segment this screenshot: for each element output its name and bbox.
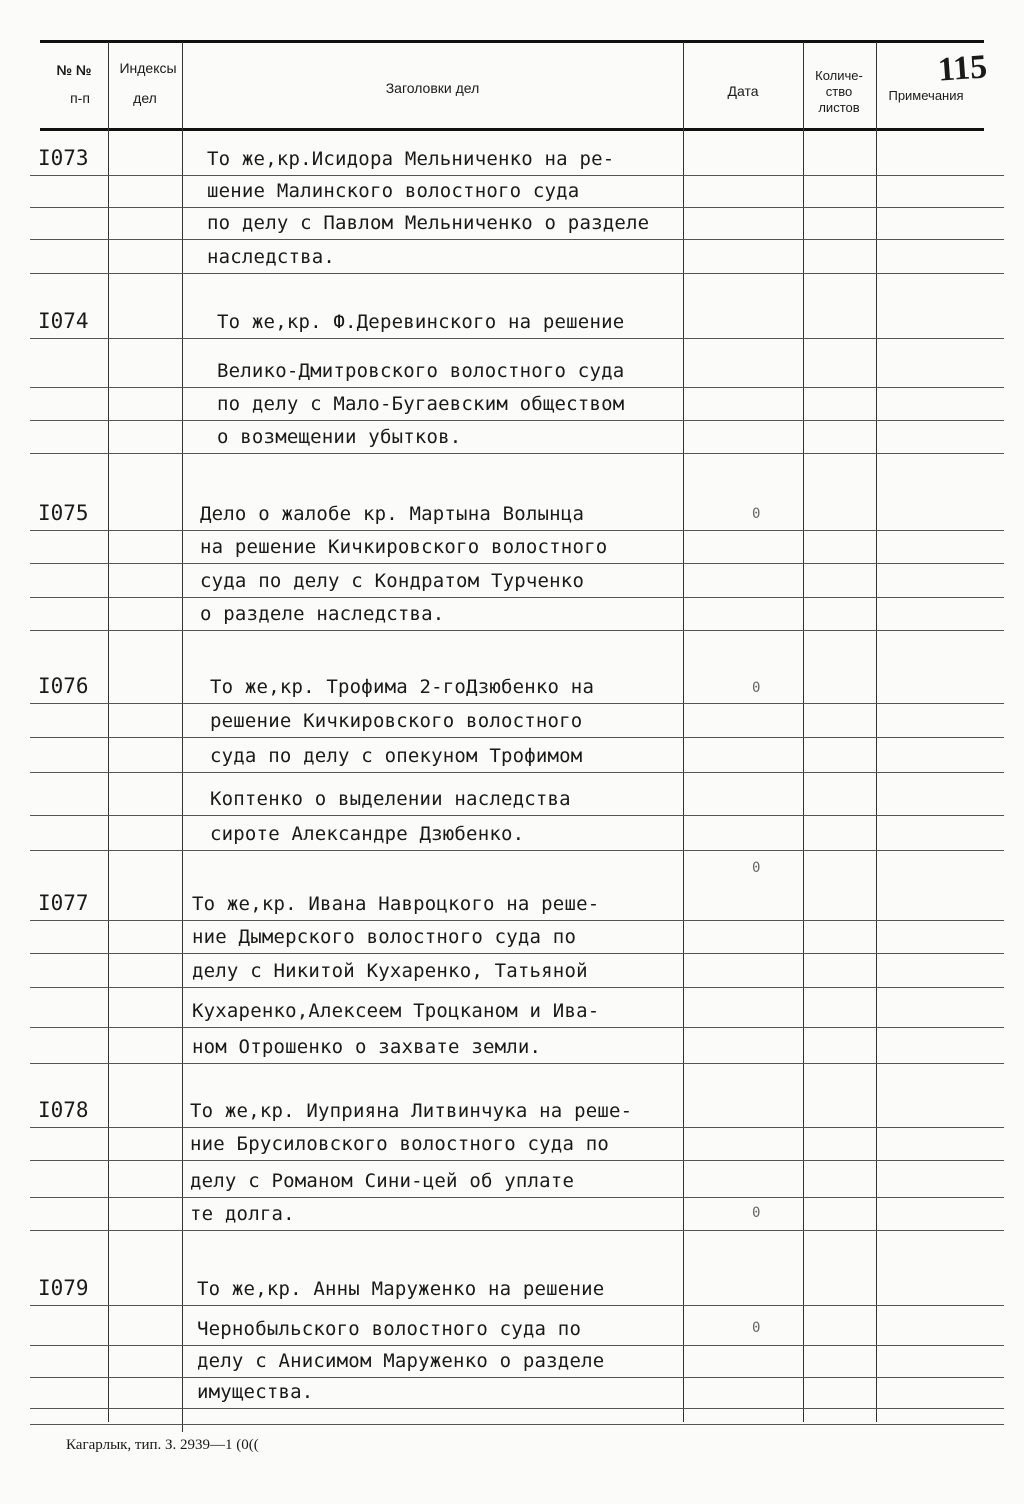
entry-title-line: делу с Романом Сини-цей об уплате	[190, 1170, 575, 1192]
entry-title-line: сироте Александре Дзюбенко.	[210, 823, 525, 845]
ruled-line	[30, 207, 1004, 208]
ruled-line	[30, 1230, 1004, 1231]
entry-title-line: ние Дымерского волостного суда по	[192, 926, 577, 948]
entry-title-line: Чернобыльского волостного суда по	[197, 1318, 582, 1340]
ruled-line	[30, 850, 1004, 851]
column-divider	[108, 42, 109, 1422]
date-mark: 0	[752, 1205, 761, 1221]
entry-title-line: по делу с Мало-Бугаевским обществом	[217, 393, 625, 415]
ruled-line	[30, 772, 1004, 773]
ruled-line	[30, 1424, 1004, 1425]
entry-title-line: шение Малинского волостного суда	[207, 180, 580, 202]
entry-number: I075	[38, 501, 89, 525]
entry-title-line: делу с Никитой Кухаренко, Татьяной	[192, 960, 588, 982]
entry-title-line: по делу с Павлом Мельниченко о разделе	[207, 212, 650, 234]
ruled-line	[30, 387, 1004, 388]
header-number-sub: п-п	[70, 90, 90, 106]
ruled-line	[30, 563, 1004, 564]
entry-title-line: Кухаренко,Алексеем Троцканом и Ива-	[192, 1000, 600, 1022]
entry-title-line: ном Отрошенко о захвате земли.	[192, 1036, 542, 1058]
entry-title-line: То же,кр.Исидора Мельниченко на ре-	[207, 148, 615, 170]
date-mark: 0	[752, 506, 761, 522]
ruled-line	[30, 920, 1004, 921]
date-mark: 0	[752, 680, 761, 696]
ruled-line	[30, 987, 1004, 988]
header-sheets: Количе-ство листов	[815, 68, 863, 115]
ruled-line	[30, 1027, 1004, 1028]
date-mark: 0	[752, 1320, 761, 1336]
entry-title-line: суда по делу с Кондратом Турченко	[200, 570, 585, 592]
handwritten-page-number: 115	[936, 48, 989, 89]
entry-title-line: Велико-Дмитровского волостного суда	[217, 360, 625, 382]
entry-title-line: имущества.	[197, 1381, 314, 1403]
entry-title-line: Коптенко о выделении наследства	[210, 788, 571, 810]
ruled-line	[30, 1127, 1004, 1128]
entry-title-line: То же,кр. Трофима 2-гоДзюбенко на	[210, 676, 595, 698]
entry-number: I074	[38, 309, 89, 333]
entry-number: I079	[38, 1276, 89, 1300]
date-mark: 0	[752, 860, 761, 876]
ruled-line	[30, 273, 1004, 274]
entry-title-line: суда по делу с опекуном Трофимом	[210, 745, 583, 767]
header-title: Заголовки дел	[385, 80, 480, 96]
entry-title-line: делу с Анисимом Маруженко о разделе	[197, 1350, 605, 1372]
entry-title-line: решение Кичкировского волостного	[210, 710, 583, 732]
entry-title-line: ние Брусиловского волостного суда по	[190, 1133, 610, 1155]
header-index: Индексы	[119, 60, 177, 76]
header-number: № №	[56, 62, 92, 78]
column-divider	[683, 42, 684, 1422]
ruled-line	[30, 737, 1004, 738]
entry-title-line: о возмещении убытков.	[217, 426, 462, 448]
column-divider	[803, 42, 804, 1422]
ruled-line	[30, 1305, 1004, 1306]
entry-title-line: наследства.	[207, 246, 336, 268]
entry-number: I073	[38, 146, 89, 170]
ruled-line	[30, 239, 1004, 240]
ruled-line	[30, 420, 1004, 421]
header-date: Дата	[727, 83, 759, 99]
ruled-line	[30, 815, 1004, 816]
ruled-line	[30, 1160, 1004, 1161]
ruled-line	[30, 1345, 1004, 1346]
column-divider	[876, 42, 877, 1422]
ruled-line	[30, 530, 1004, 531]
entry-title-line: То же,кр. Иуприяна Литвинчука на реше-	[190, 1100, 633, 1122]
ruled-line	[30, 338, 1004, 339]
ruled-line	[30, 703, 1004, 704]
entry-title-line: те долга.	[190, 1203, 295, 1225]
entry-number: I077	[38, 891, 89, 915]
ruled-line	[30, 1197, 1004, 1198]
ruled-line	[30, 597, 1004, 598]
entry-title-line: То же,кр. Ивана Навроцкого на реше-	[192, 893, 600, 915]
header-index-sub: дел	[133, 90, 157, 106]
entry-title-line: Дело о жалобе кр. Мартына Волынца	[200, 503, 585, 525]
entry-number: I076	[38, 674, 89, 698]
entry-number: I078	[38, 1098, 89, 1122]
entry-title-line: То же,кр. Анны Маруженко на решение	[197, 1278, 605, 1300]
ruled-line	[30, 953, 1004, 954]
entry-title-line: То же,кр. Ф.Деревинского на решение	[217, 311, 625, 333]
ruled-line	[30, 453, 1004, 454]
ruled-line	[30, 1408, 1004, 1409]
ruled-line	[30, 1377, 1004, 1378]
printer-imprint: Кагарлык, тип. З. 2939—1 (0((	[66, 1437, 259, 1453]
ruled-line	[30, 1063, 1004, 1064]
ruled-line	[30, 175, 1004, 176]
entry-title-line: о разделе наследства.	[200, 603, 445, 625]
header-notes: Примечания	[888, 88, 964, 103]
ruled-line	[30, 630, 1004, 631]
entry-title-line: на решение Кичкировского волостного	[200, 536, 608, 558]
